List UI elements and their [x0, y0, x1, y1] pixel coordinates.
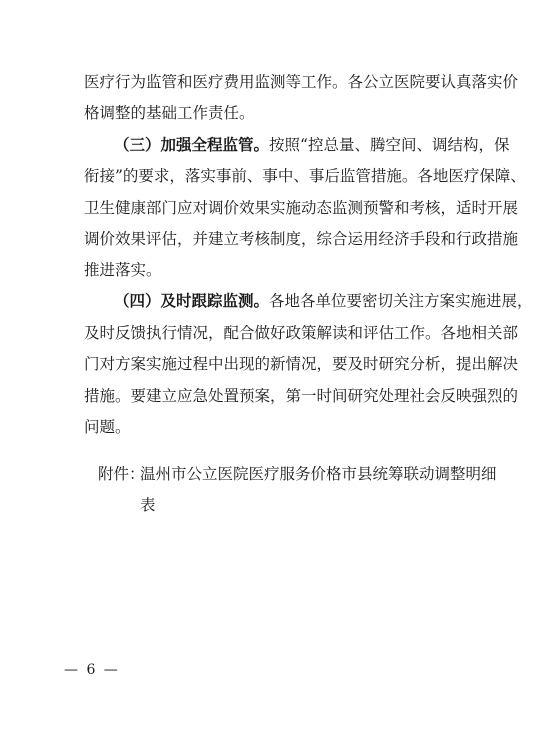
section-heading: （三）加强全程监管。: [114, 136, 270, 154]
page-number: — 6 —: [64, 662, 120, 678]
attachment-title-line: 表: [140, 496, 156, 514]
section-heading: （四）及时跟踪监测。: [114, 292, 270, 310]
attachment-label: 附件：: [98, 465, 145, 483]
paragraph-line: 问题。: [84, 418, 131, 436]
paragraph-line: 及时反馈执行情况，配合做好政策解读和评估工作。各地相关部: [84, 324, 519, 342]
paragraph-line: 医疗行为监管和医疗费用监测等工作。各公立医院要认真落实价: [84, 73, 519, 91]
attachment-title-line: 温州市公立医院医疗服务价格市县统筹联动调整明细: [140, 465, 497, 483]
paragraph-first-line: [114, 135, 510, 155]
paragraph-line: 衔接”的要求，落实事前、事中、事后监管措施。各地医疗保障、: [84, 167, 526, 185]
paragraph-line: 门对方案实施过程中出现的新情况，要及时研究分析，提出解决: [84, 355, 519, 373]
paragraph-first-line: [114, 291, 533, 311]
paragraph-line: 调价效果评估，并建立考核制度，综合运用经济手段和行政措施: [84, 230, 519, 248]
paragraph-text: 按照“控总量、腾空间、调结构，保: [269, 136, 510, 154]
paragraph-line: 卫生健康部门应对调价效果实施动态监测预警和考核，适时开展: [84, 199, 519, 217]
paragraph-line: 推进落实。: [84, 261, 162, 279]
paragraph-text: 各地各单位要密切关注方案实施进展，: [269, 292, 533, 310]
paragraph-line: 措施。要建立应急处置预案，第一时间研究处理社会反映强烈的: [84, 387, 519, 405]
paragraph-line: 格调整的基础工作责任。: [84, 104, 255, 122]
